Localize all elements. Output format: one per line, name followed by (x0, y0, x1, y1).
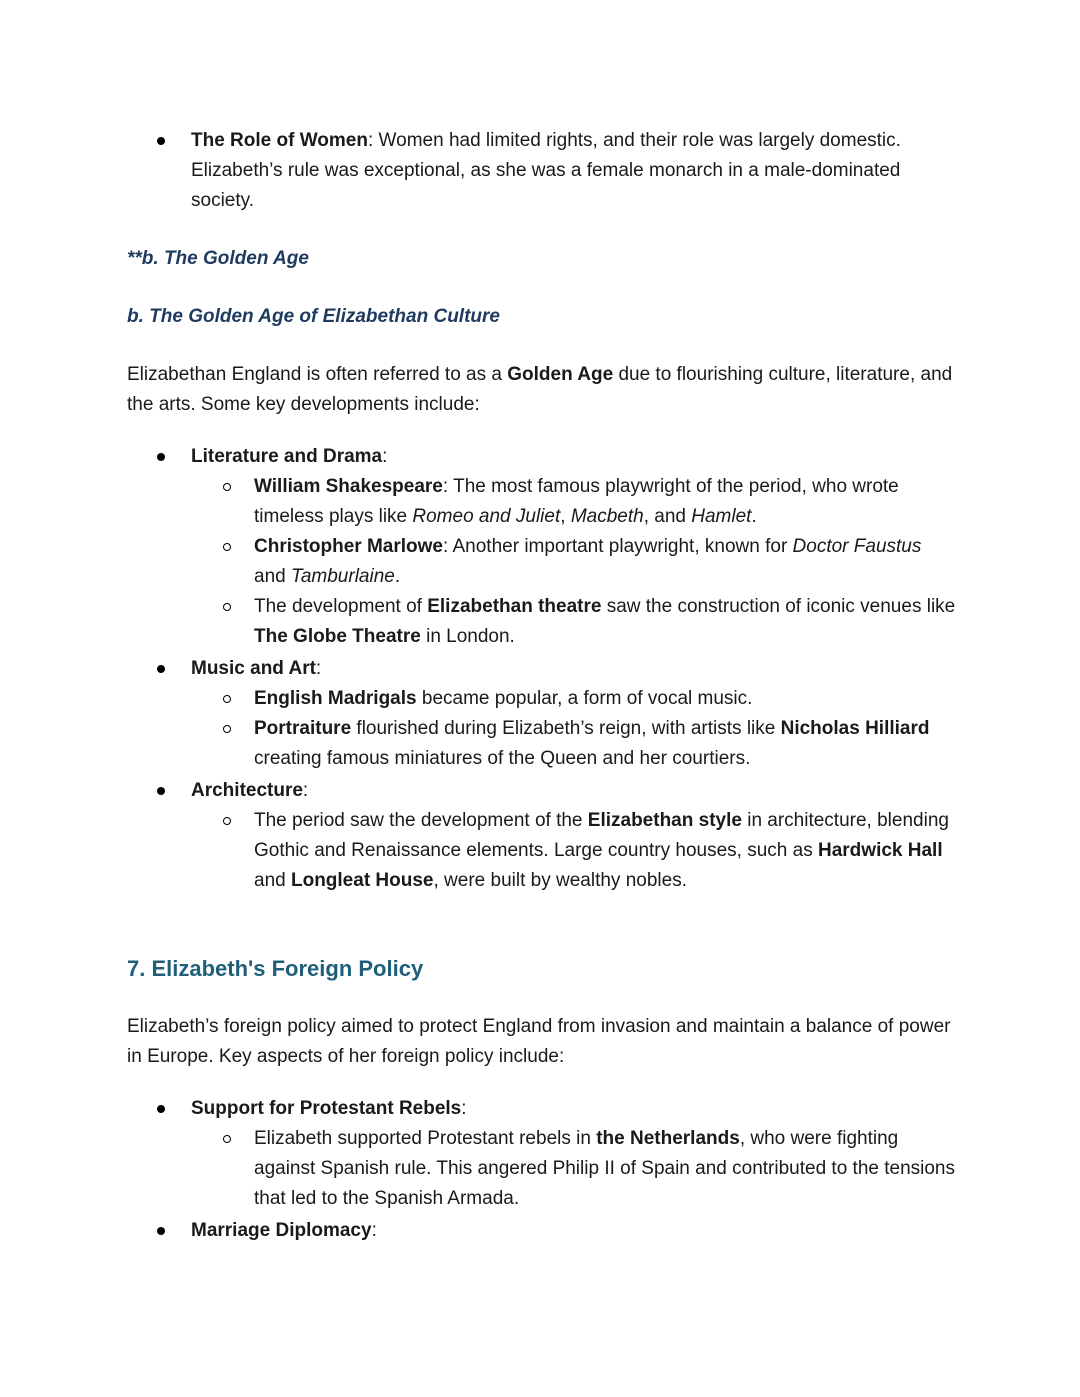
item-theatre (127, 592, 957, 652)
subhead-golden-age: b. The Golden Age of Elizabethan Culture (127, 306, 500, 327)
music-colon: : (315, 658, 322, 679)
netherlands-text-1: Elizabeth supported Protestant rebels in (254, 1128, 597, 1149)
bullet-protestant-rebels (127, 1094, 957, 1124)
shakespeare-text-3: , and (643, 506, 692, 527)
item-marlowe (127, 532, 957, 592)
marriage-label: Marriage Diplomacy (191, 1220, 372, 1241)
theatre-text-3: in London. (420, 626, 515, 647)
foreign-policy-intro: Elizabeth’s foreign policy aimed to protect England from invasion and maintain a balance of power in Europe. Key aspects of her foreign policy include: (127, 1016, 951, 1067)
play-doctor-faustus: Doctor Faustus (792, 536, 922, 557)
madrigals-bold: English Madrigals (254, 688, 417, 709)
golden-intro-pre: Elizabethan England is often referred to as a (127, 364, 508, 385)
foreign-policy-heading: 7. Elizabeth's Foreign Policy (127, 956, 424, 981)
portraiture-text-1: flourished during Elizabeth’s reign, with artists like (351, 718, 781, 739)
golden-intro-post: due to flourishing culture, literature, and the arts. Some key developments include: (127, 364, 953, 415)
architecture-colon: : (302, 780, 309, 801)
architecture-text-1: The period saw the development of the (254, 810, 588, 831)
shakespeare-text-4: . (751, 506, 757, 527)
architecture-text-4: , were built by wealthy nobles. (433, 870, 687, 891)
play-tamburlaine: Tamburlaine (290, 566, 395, 587)
marriage-colon: : (371, 1220, 377, 1241)
golden-intro-bold: Golden Age (507, 364, 614, 385)
marlowe-text-3: . (394, 566, 401, 587)
architecture-label: Architecture (191, 780, 303, 801)
architecture-text-3: and (254, 870, 291, 891)
music-label: Music and Art (191, 658, 316, 679)
protestant-colon: : (461, 1098, 467, 1119)
golden-age-intro (127, 360, 957, 420)
play-hamlet: Hamlet (691, 506, 752, 527)
marlowe-text-1: : Another important playwright, known for (442, 536, 793, 557)
bullet-literature (127, 442, 957, 472)
nicholas-hilliard: Nicholas Hilliard (780, 718, 930, 739)
theatre-text-1: The development of (254, 596, 428, 617)
portraiture-text-2: creating famous miniatures of the Queen and her courtiers. (254, 748, 751, 769)
item-netherlands (127, 1124, 957, 1214)
item-shakespeare (127, 472, 957, 532)
portraiture-bold: Portraiture (254, 718, 352, 739)
madrigals-text: became popular, a form of vocal music. (416, 688, 753, 709)
theatre-bold-1: Elizabethan theatre (427, 596, 602, 617)
shakespeare-text-2: , (560, 506, 571, 527)
literature-colon: : (382, 446, 388, 467)
play-romeo-juliet: Romeo and Juliet (412, 506, 561, 527)
marlowe-text-2: and (254, 566, 291, 587)
shakespeare-text-1: : The most famous playwright of the period, who wrote timeless plays like (254, 476, 899, 527)
elizabethan-style: Elizabethan style (587, 810, 742, 831)
longleat-house: Longleat House (290, 870, 434, 891)
literature-label: Literature and Drama (191, 446, 383, 467)
document-page (127, 126, 957, 1246)
marlowe-name: Christopher Marlowe (254, 536, 443, 557)
item-architecture (127, 806, 957, 896)
hardwick-hall: Hardwick Hall (818, 840, 943, 861)
play-macbeth: Macbeth (570, 506, 644, 527)
the-netherlands: the Netherlands (596, 1128, 740, 1149)
globe-theatre: The Globe Theatre (254, 626, 421, 647)
role-of-women-text: : Women had limited rights, and their role was largely domestic. Elizabeth’s rule was exceptional, as she was a female monarch in a male-dominated society. (191, 130, 901, 211)
netherlands-text-2: , who were fighting against Spanish rule. This angered Philip II of Spain and contributed to the tensions that led to the Spanish Armada. (254, 1128, 955, 1209)
role-of-women-label: The Role of Women (191, 130, 368, 151)
protestant-label: Support for Protestant Rebels (191, 1098, 462, 1119)
bullet-architecture (127, 776, 957, 806)
bullet-marriage-diplomacy (127, 1216, 957, 1246)
bullet-music-art (127, 654, 957, 684)
item-madrigals (127, 684, 957, 714)
theatre-text-2: saw the construction of iconic venues like (601, 596, 956, 617)
architecture-text-2: in architecture, blending Gothic and Renaissance elements. Large country houses, such as (254, 810, 949, 861)
subhead-golden-age-short: **b. The Golden Age (127, 248, 309, 269)
bullet-role-of-women (127, 126, 957, 216)
shakespeare-name: William Shakespeare (254, 476, 443, 497)
item-portraiture (127, 714, 957, 774)
